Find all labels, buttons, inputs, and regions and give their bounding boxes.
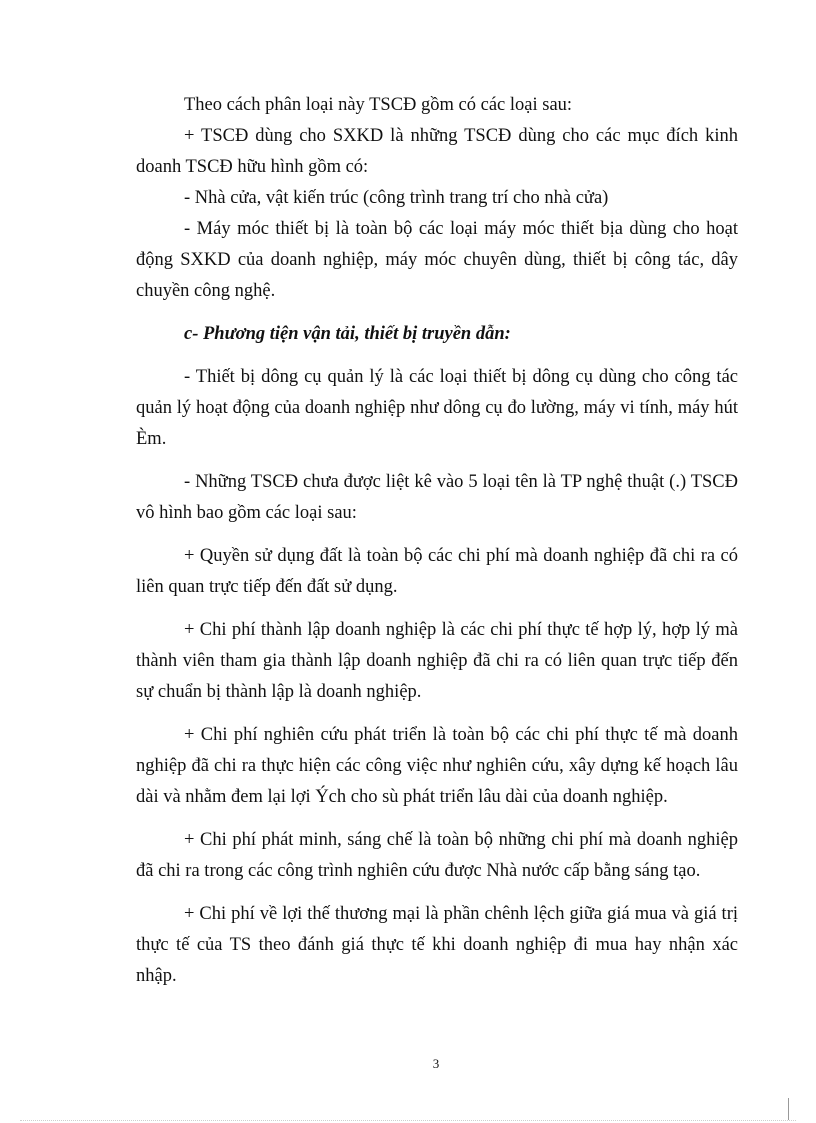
paragraph-chi-phi-nghien-cuu: + Chi phí nghiên cứu phát triển là toàn bộ các chi phí thực tế mà doanh nghiệp đã chi ra thực hiện các công việc như nghiên cứu, xây dựng kế hoạch lâu dài và nhằm đem lại lợi Ých cho sù phát triển lâu dài của doanh nghiệp. xyxy=(136,725,738,807)
section-heading: c- Phương tiện vận tải, thiết bị truyền dẫn: xyxy=(184,324,511,344)
paragraph-tscd-sxkd: + TSCĐ dùng cho SXKD là những TSCĐ dùng cho các mục đích kinh doanh TSCĐ hữu hình gồm có: xyxy=(136,126,738,177)
paragraph-quyen-su-dung: + Quyền sử dụng đất là toàn bộ các chi phí mà doanh nghiệp đã chi ra có liên quan trực tiếp đến đất sử dụng. xyxy=(136,546,738,597)
paragraph-chi-phi-phat-minh: + Chi phí phát minh, sáng chế là toàn bộ những chi phí mà doanh nghiệp đã chi ra trong các công trình nghiên cứu được Nhà nước cấp bằng sáng tạo. xyxy=(136,830,738,881)
paragraph-loi-the-thuong-mai: + Chi phí về lợi thế thương mại là phần chênh lệch giữa giá mua và giá trị thực tế của TS theo đánh giá thực tế khi doanh nghiệp đi mua hay nhận xác nhập. xyxy=(136,904,738,986)
paragraph-nha-cua: - Nhà cửa, vật kiến trúc (công trình trang trí cho nhà cửa) xyxy=(184,188,609,208)
page-number: 3 xyxy=(432,1056,440,1071)
paragraph-chi-phi-thanh-lap: + Chi phí thành lập doanh nghiệp là các chi phí thực tế hợp lý, hợp lý mà thành viên tham gia thành lập doanh nghiệp đã chi ra có liên quan trực tiếp đến sự chuẩn bị thành lập là doanh nghiệp. xyxy=(136,620,738,702)
paragraph-thiet-bi: - Thiết bị dông cụ quản lý là các loại thiết bị dông cụ dùng cho công tác quản lý hoạt động của doanh nghiệp như dông cụ đo lường, máy vi tính, máy hút Èm. xyxy=(136,367,738,449)
paragraph-nhung-tscd: - Những TSCĐ chưa được liệt kê vào 5 loại tên là TP nghệ thuật (.) TSCĐ vô hình bao gồm các loại sau: xyxy=(136,472,738,523)
document-body xyxy=(136,90,738,992)
paragraph-intro: Theo cách phân loại này TSCĐ gồm có các loại sau: xyxy=(184,95,573,115)
paragraph-may-moc: - Máy móc thiết bị là toàn bộ các loại máy móc thiết bịa dùng cho hoạt động SXKD của doanh nghiệp, máy móc chuyên dùng, thiết bị công tác, dây chuyền công nghệ. xyxy=(136,219,738,301)
page-bottom-rule xyxy=(20,1120,796,1121)
corner-mark xyxy=(788,1098,789,1120)
